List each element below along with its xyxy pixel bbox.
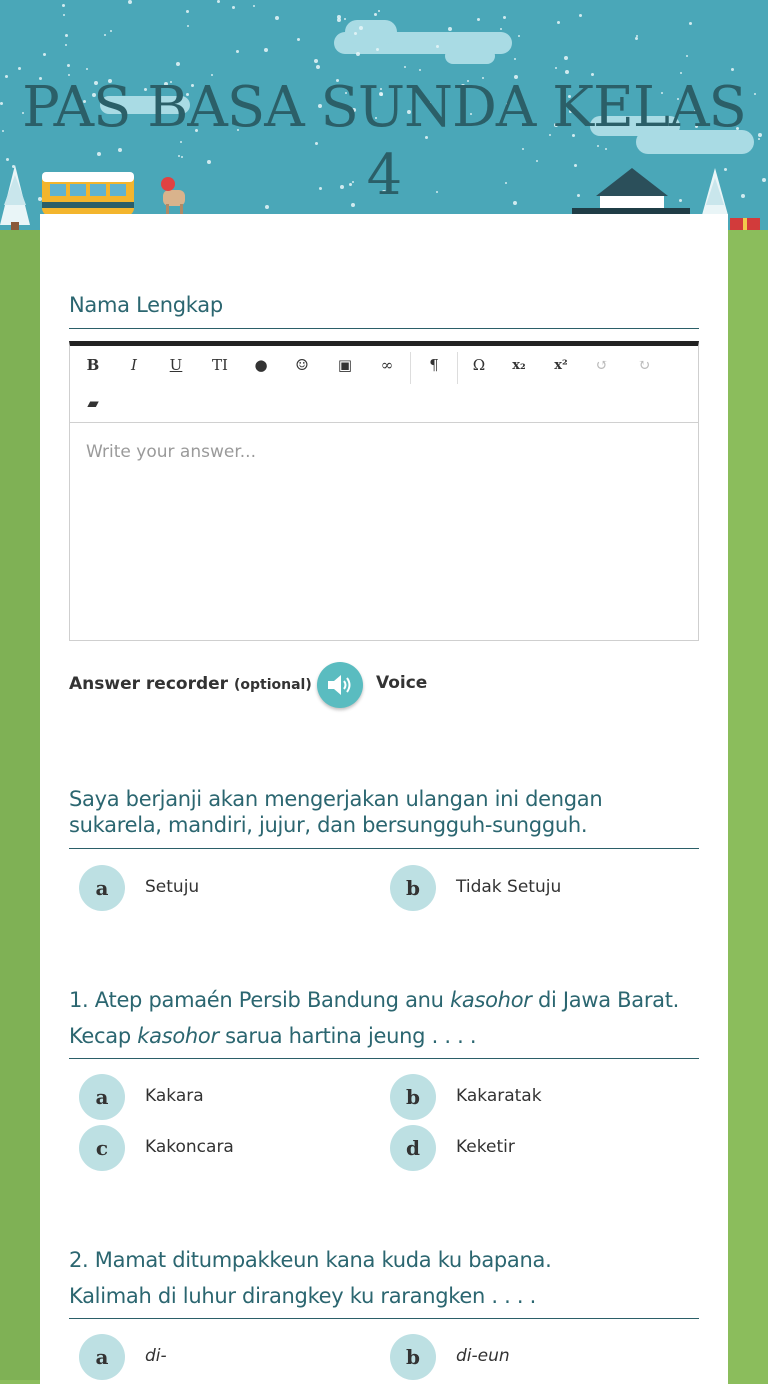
- pine-tree-icon: [702, 168, 728, 215]
- question-line: 2. Mamat ditumpakkeun kana kuda ku bapana.: [69, 1248, 552, 1272]
- reindeer-icon: [161, 177, 185, 214]
- answer-input[interactable]: Write your answer...: [86, 442, 256, 462]
- question-keyword: kasohor: [137, 1024, 219, 1048]
- header-banner: [0, 0, 768, 240]
- underline-icon[interactable]: U: [169, 356, 183, 374]
- question-text: Kecap: [69, 1024, 138, 1048]
- color-drop-icon[interactable]: ●: [254, 356, 268, 374]
- link-icon[interactable]: ∞: [380, 356, 394, 374]
- divider: [69, 1318, 699, 1319]
- redo-icon[interactable]: ↻: [637, 356, 651, 374]
- voice-label: Voice: [376, 673, 428, 693]
- recorder-optional-text: (optional): [233, 677, 312, 693]
- form-card: [40, 214, 728, 1384]
- question-line: Kalimah di luhur dirangkey ku rarangken . . . .: [69, 1284, 536, 1308]
- recorder-label-text: Answer recorder: [69, 674, 229, 694]
- option-text: di-: [145, 1346, 167, 1366]
- toolbar-separator: [410, 352, 411, 384]
- toolbar-separator: [457, 352, 458, 384]
- option-b[interactable]: [380, 1074, 680, 1120]
- question-line: sukarela, mandiri, jujur, dan bersungguh-sungguh.: [69, 813, 588, 837]
- image-icon[interactable]: ▣: [337, 356, 353, 374]
- question-line: [69, 1018, 699, 1054]
- question-text: sarua hartina jeung . . . .: [218, 1024, 477, 1048]
- option-letter: c: [79, 1125, 125, 1171]
- option-text: di-eun: [456, 1346, 510, 1366]
- pine-tree-icon: [0, 165, 30, 232]
- side-grass-right: [728, 230, 768, 1380]
- option-letter: a: [79, 865, 125, 911]
- question-2: [69, 1242, 699, 1319]
- emoji-icon[interactable]: ☺: [295, 356, 309, 374]
- option-text: Keketir: [456, 1137, 515, 1157]
- question-text: 1. Atep pamaén Persib Bandung anu: [69, 988, 451, 1012]
- page-title: PAS BASA SUNDA KELAS 4: [22, 75, 746, 208]
- answer-recorder: [69, 660, 699, 708]
- option-letter: b: [390, 865, 436, 911]
- question-text: di Jawa Barat.: [531, 988, 680, 1012]
- option-b[interactable]: [380, 1334, 680, 1380]
- option-a[interactable]: [69, 1074, 369, 1120]
- question-keyword: kasohor: [450, 988, 532, 1012]
- option-letter: a: [79, 1074, 125, 1120]
- option-letter: d: [390, 1125, 436, 1171]
- record-voice-button[interactable]: [317, 662, 363, 708]
- bus-icon: [42, 172, 134, 216]
- omega-icon[interactable]: Ω: [472, 356, 486, 374]
- option-text: Kakoncara: [145, 1137, 234, 1157]
- divider: [69, 848, 699, 849]
- option-text: Setuju: [145, 877, 200, 897]
- option-text: Kakaratak: [456, 1086, 542, 1106]
- option-a[interactable]: [69, 865, 369, 911]
- question-pledge: [69, 786, 699, 849]
- divider: [69, 328, 699, 329]
- editor-toolbar: [70, 346, 698, 423]
- option-a[interactable]: [69, 1334, 369, 1380]
- divider: [69, 1058, 699, 1059]
- option-text: Tidak Setuju: [456, 877, 562, 897]
- option-c[interactable]: [69, 1125, 369, 1171]
- option-text: Kakara: [145, 1086, 204, 1106]
- option-d[interactable]: [380, 1125, 680, 1171]
- option-b[interactable]: [380, 865, 680, 911]
- house-icon: [572, 168, 690, 216]
- winter-scenery: [0, 0, 768, 240]
- recorder-label: [69, 674, 325, 694]
- speaker-icon: [326, 673, 354, 697]
- subscript-icon[interactable]: x₂: [512, 357, 526, 373]
- option-letter: a: [79, 1334, 125, 1380]
- text-size-icon[interactable]: TI: [212, 356, 228, 374]
- question-line: Saya berjanji akan mengerjakan ulangan ini dengan: [69, 787, 603, 811]
- paragraph-icon[interactable]: ¶: [429, 356, 439, 374]
- question-title: Nama Lengkap: [69, 293, 223, 317]
- superscript-icon[interactable]: x²: [554, 357, 568, 373]
- italic-icon[interactable]: I: [131, 356, 137, 374]
- question-title: [69, 982, 699, 1054]
- question-name: [69, 290, 699, 329]
- question-1: [69, 982, 699, 1059]
- question-line: [69, 982, 699, 1018]
- question-title: [69, 1242, 699, 1314]
- bold-icon[interactable]: B: [86, 356, 100, 374]
- option-letter: b: [390, 1334, 436, 1380]
- eraser-icon[interactable]: ▰: [87, 394, 99, 412]
- question-title: [69, 786, 699, 838]
- side-grass-left: [0, 230, 40, 1380]
- rich-text-editor[interactable]: [69, 341, 699, 641]
- option-letter: b: [390, 1074, 436, 1120]
- undo-icon[interactable]: ↺: [595, 356, 609, 374]
